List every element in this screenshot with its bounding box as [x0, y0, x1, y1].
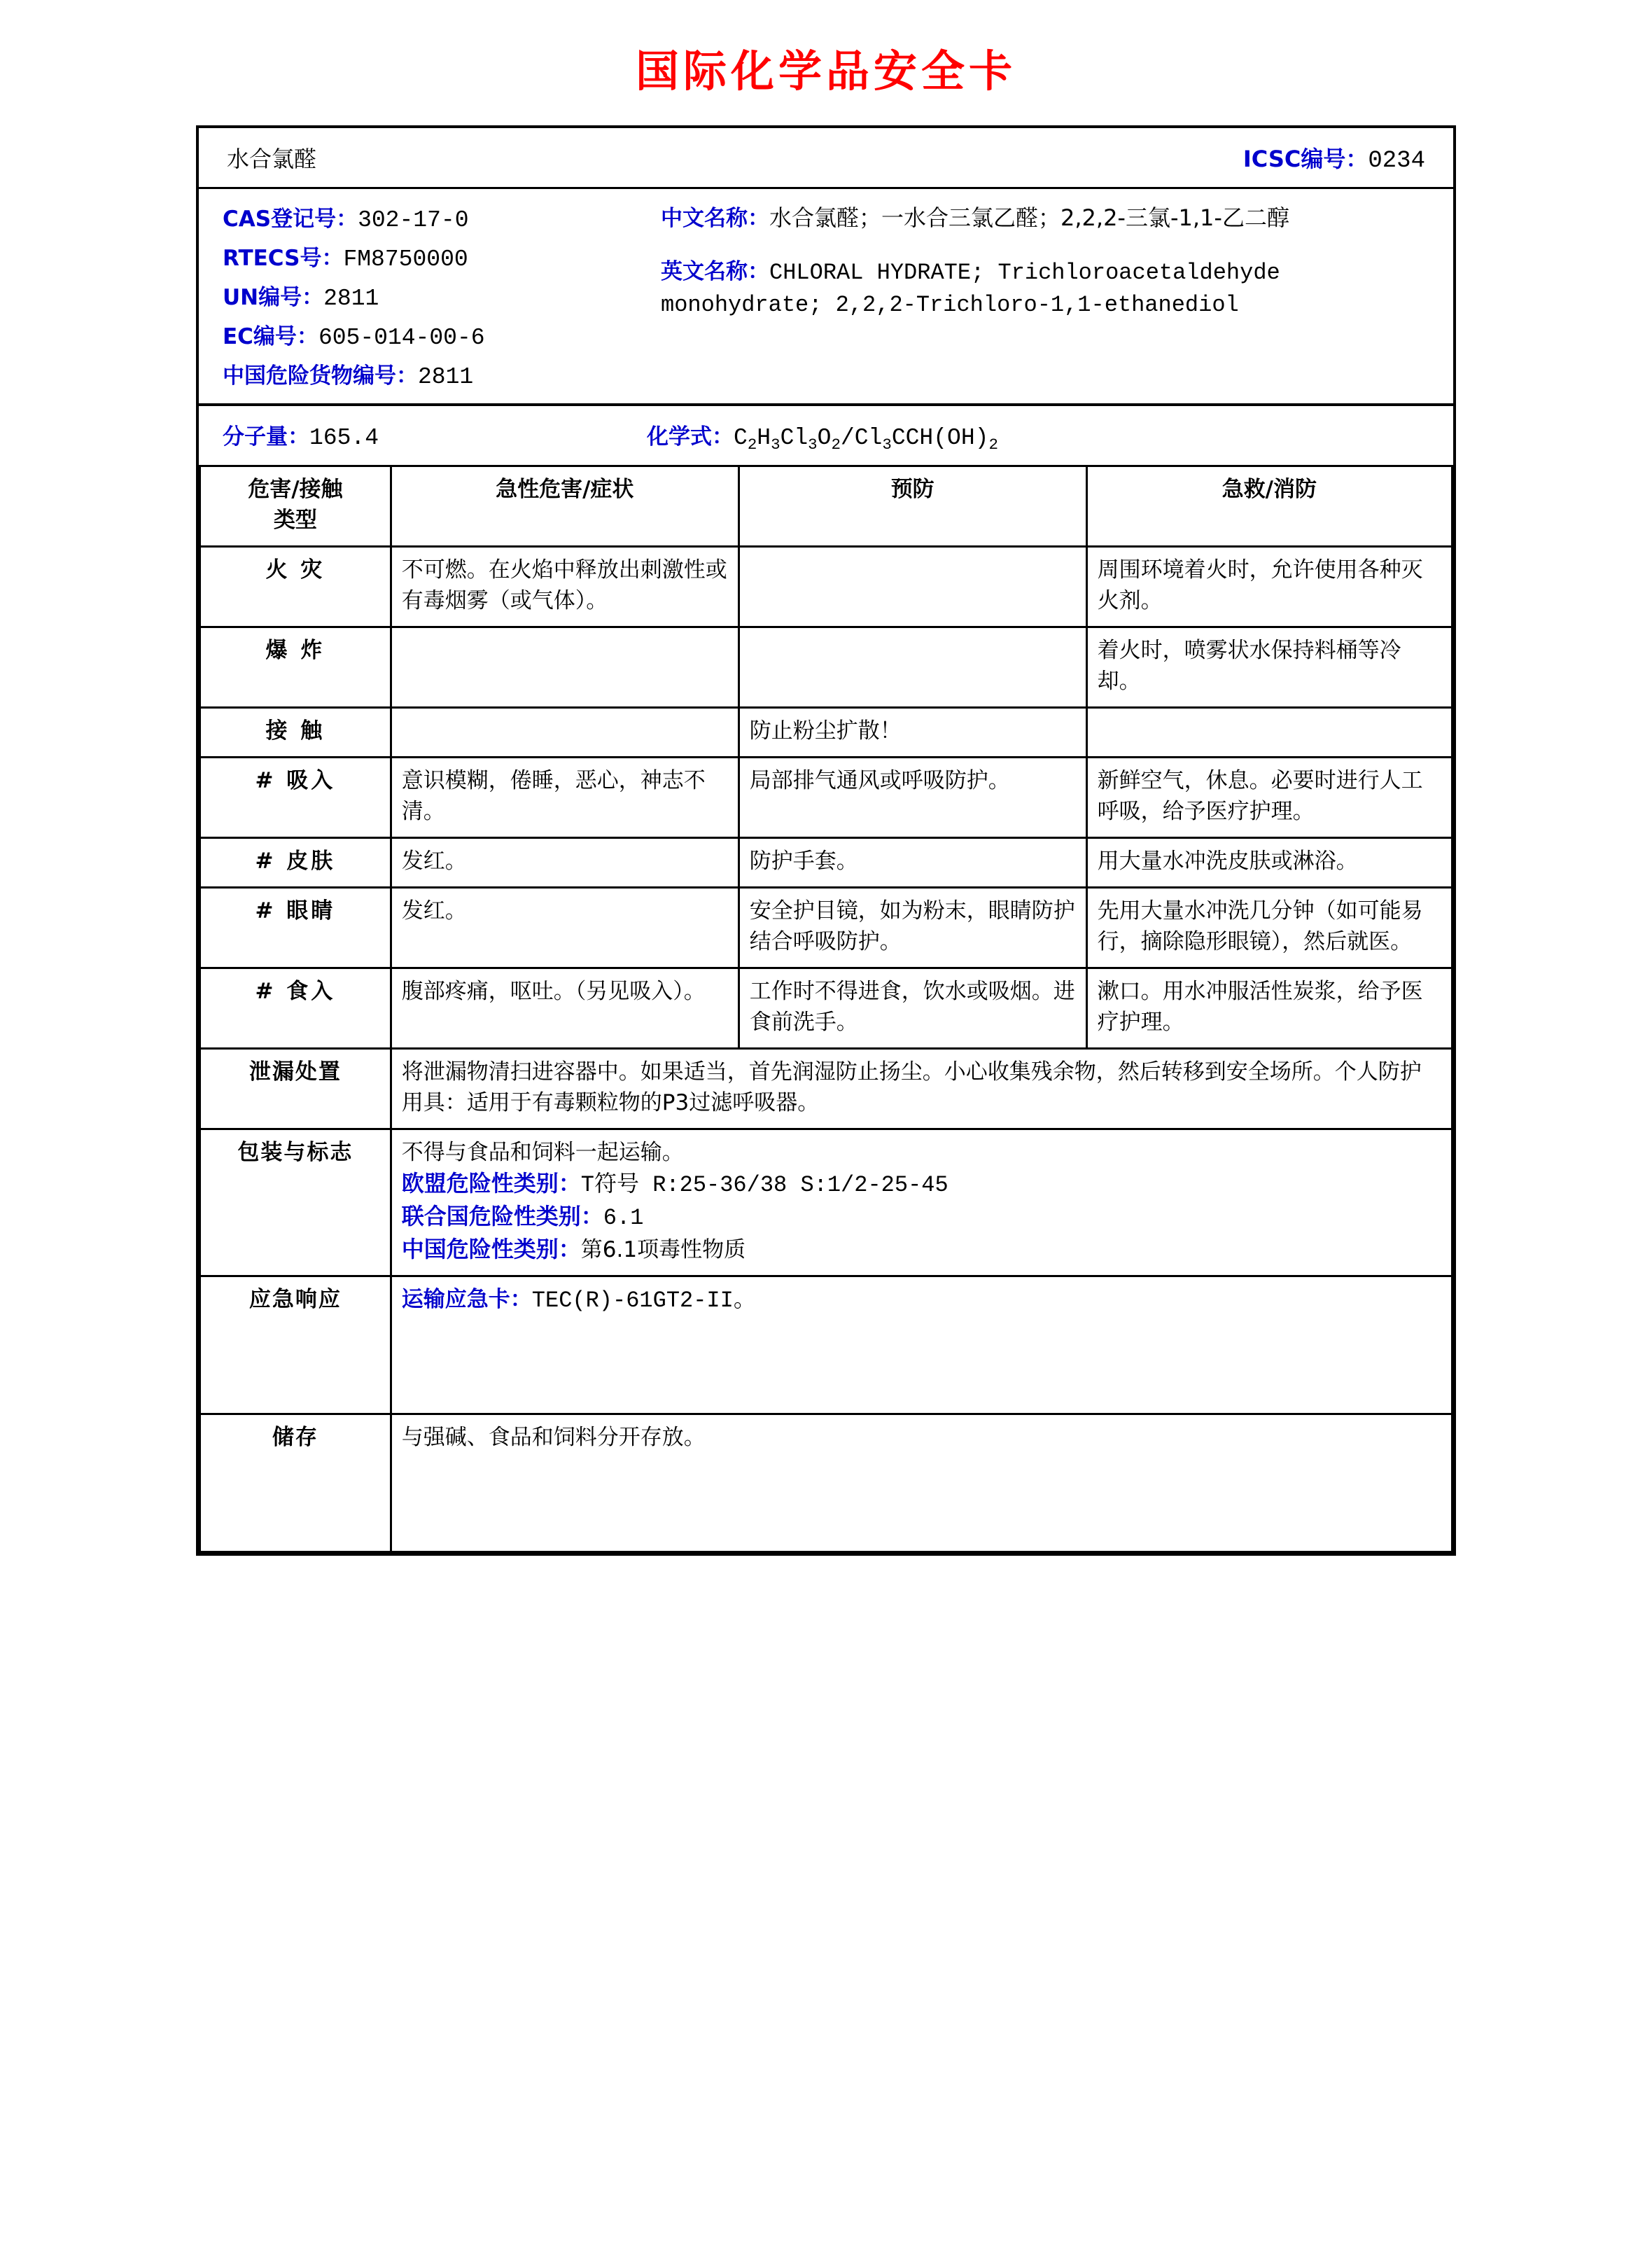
- cell-exposure-firstaid: [1086, 708, 1452, 758]
- identifier-un: [223, 279, 640, 318]
- cell-emergency: [391, 1276, 1452, 1414]
- icsc-card: [196, 125, 1456, 1556]
- column-header-symptoms: 急性危害/症状: [391, 466, 738, 547]
- cell-eyes-firstaid: 先用大量水冲洗几分钟（如可能易行，摘除隐形眼镜），然后就医。: [1086, 888, 1452, 968]
- packaging-cn-label: 中国危险性类别：: [401, 1236, 581, 1263]
- row-label-storage: 储存: [200, 1414, 391, 1552]
- page-title: 国际化学品安全卡: [635, 46, 1016, 97]
- packaging-eu-label: 欧盟危险性类别：: [401, 1170, 581, 1197]
- table-header-row: [200, 466, 1452, 547]
- identifier-rtecs-value: FM8750000: [343, 246, 468, 272]
- cell-explosion-symptoms: [391, 627, 738, 708]
- table-row: [200, 708, 1452, 758]
- english-name-group: [661, 253, 1432, 321]
- table-row: [200, 547, 1452, 627]
- table-row: [200, 627, 1452, 708]
- chinese-name-label: 中文名称：: [661, 206, 769, 231]
- cell-fire-firstaid: 周围环境着火时，允许使用各种灭火剂。: [1086, 547, 1452, 627]
- identifier-cas-label: CAS登记号：: [223, 207, 358, 232]
- row-label-explosion: 爆 炸: [200, 627, 391, 708]
- table-row: [200, 888, 1452, 968]
- identifier-block: [199, 189, 1453, 406]
- chemical-formula: [647, 419, 1453, 454]
- chemical-formula-value: $C_2H_3Cl_3O_2/Cl_3CCH(OH)_2$: [734, 425, 998, 454]
- table-row: [200, 968, 1452, 1049]
- packaging-un-label: 联合国危险性类别：: [401, 1203, 603, 1230]
- card-header: [199, 128, 1453, 189]
- row-label-fire: 火 灾: [200, 547, 391, 627]
- table-row: [200, 758, 1452, 838]
- cell-explosion-firstaid: 着火时，喷雾状水保持料桶等冷却。: [1086, 627, 1452, 708]
- column-header-hazard-line1: 危害/接触: [248, 477, 343, 503]
- identifier-ec: [223, 318, 640, 357]
- chemical-formula-label: 化学式：: [647, 424, 734, 450]
- identifier-cn-value: 2811: [418, 364, 474, 390]
- cell-eyes-prevention: 安全护目镜，如为粉末，眼睛防护结合呼吸防护。: [738, 888, 1086, 968]
- identifier-ec-value: 605-014-00-6: [318, 325, 485, 351]
- cell-inhalation-firstaid: 新鲜空气，休息。必要时进行人工呼吸，给予医疗护理。: [1086, 758, 1452, 838]
- molecular-weight-label: 分子量：: [223, 424, 309, 450]
- column-header-firstaid: 急救/消防: [1086, 466, 1452, 547]
- icsc-label: ICSC编号：: [1242, 145, 1368, 172]
- row-label-packaging: 包装与标志: [200, 1129, 391, 1276]
- cell-fire-prevention: [738, 547, 1086, 627]
- row-label-skin: # 皮肤: [200, 838, 391, 888]
- cell-storage-text: 与强碱、食品和饲料分开存放。: [391, 1414, 1452, 1552]
- cell-inhalation-symptoms: 意识模糊，倦睡，恶心，神志不清。: [391, 758, 738, 838]
- row-label-exposure: 接 触: [200, 708, 391, 758]
- identifier-ec-label: EC编号：: [223, 324, 318, 349]
- packaging-line-eu: [402, 1168, 1441, 1201]
- molecular-weight-value: 165.4: [309, 425, 379, 451]
- chinese-name-group: [661, 200, 1432, 232]
- cell-exposure-prevention: 防止粉尘扩散！: [738, 708, 1086, 758]
- packaging-cn-value: 第6.1项毒性物质: [580, 1237, 746, 1263]
- cell-skin-prevention: 防护手套。: [738, 838, 1086, 888]
- cell-explosion-prevention: [738, 627, 1086, 708]
- spill-row: [200, 1049, 1452, 1129]
- row-label-spill: 泄漏处置: [200, 1049, 391, 1129]
- identifier-rtecs-label: RTECS号：: [223, 246, 344, 271]
- packaging-un-value: 6.1: [603, 1205, 644, 1232]
- packaging-eu-value: T符号 R:25-36/38 S:1/2-25-45: [580, 1172, 948, 1199]
- cell-fire-symptoms: 不可燃。在火焰中释放出刺激性或有毒烟雾（或气体）。: [391, 547, 738, 627]
- row-label-eyes: # 眼睛: [200, 888, 391, 968]
- identifier-un-value: 2811: [323, 286, 379, 312]
- cell-eyes-symptoms: 发红。: [391, 888, 738, 968]
- cell-skin-symptoms: 发红。: [391, 838, 738, 888]
- identifier-cas-value: 302-17-0: [358, 207, 469, 233]
- substance-name: 水合氯醛: [227, 146, 317, 172]
- english-name-value: CHLORAL HYDRATE; Trichloroacetaldehyde monohydrate; 2,2,2-Trichloro-1,1-ethanediol: [661, 260, 1280, 318]
- row-label-emergency: 应急响应: [200, 1276, 391, 1414]
- cell-spill-text: 将泄漏物清扫进容器中。如果适当，首先润湿防止扬尘。小心收集残余物，然后转移到安全场所。个人防护用具：适用于有毒颗粒物的P3过滤呼吸器。: [391, 1049, 1452, 1129]
- cell-inhalation-prevention: 局部排气通风或呼吸防护。: [738, 758, 1086, 838]
- identifier-list: [199, 189, 647, 403]
- packaging-line-cn: [402, 1234, 1441, 1265]
- icsc-number: 0234: [1368, 147, 1425, 174]
- packaging-line-transport: 不得与食品和饲料一起运输。: [401, 1140, 684, 1166]
- identifier-rtecs: [223, 239, 640, 279]
- identifier-cn-label: 中国危险货物编号：: [223, 363, 418, 389]
- molecular-weight: [223, 419, 647, 454]
- storage-row: [200, 1414, 1452, 1552]
- table-row: [200, 838, 1452, 888]
- cell-ingestion-firstaid: 漱口。用水冲服活性炭浆，给予医疗护理。: [1086, 968, 1452, 1049]
- column-header-prevention: 预防: [738, 466, 1086, 547]
- identifier-un-label: UN编号：: [223, 285, 324, 310]
- cell-packaging: [391, 1129, 1452, 1276]
- identifier-cn-dangerous-goods: [223, 357, 640, 396]
- cell-exposure-symptoms: [391, 708, 738, 758]
- emergency-card-label: 运输应急卡：: [401, 1287, 532, 1313]
- emergency-card-value: TEC(R)-61GT2-II。: [531, 1288, 756, 1314]
- molecular-row: [199, 406, 1453, 465]
- english-name-label: 英文名称：: [661, 259, 769, 284]
- chinese-name-value: 水合氯醛；一水合三氯乙醛；2,2,2-三氯-1,1-乙二醇: [769, 204, 1289, 231]
- row-label-inhalation: # 吸入: [200, 758, 391, 838]
- cell-skin-firstaid: 用大量水冲洗皮肤或淋浴。: [1086, 838, 1452, 888]
- names-block: [647, 189, 1453, 403]
- cell-ingestion-prevention: 工作时不得进食，饮水或吸烟。进食前洗手。: [738, 968, 1086, 1049]
- hazard-table: [199, 465, 1453, 1553]
- cell-ingestion-symptoms: 腹部疼痛，呕吐。（另见吸入）。: [391, 968, 738, 1049]
- row-label-ingestion: # 食入: [200, 968, 391, 1049]
- packaging-line-un: [402, 1201, 1441, 1234]
- identifier-cas: [223, 200, 640, 239]
- column-header-hazard-type: [200, 466, 391, 547]
- column-header-hazard-line2: 类型: [273, 508, 317, 534]
- packaging-row: [200, 1129, 1452, 1276]
- icsc-number-block: [1243, 132, 1453, 184]
- emergency-row: [200, 1276, 1452, 1414]
